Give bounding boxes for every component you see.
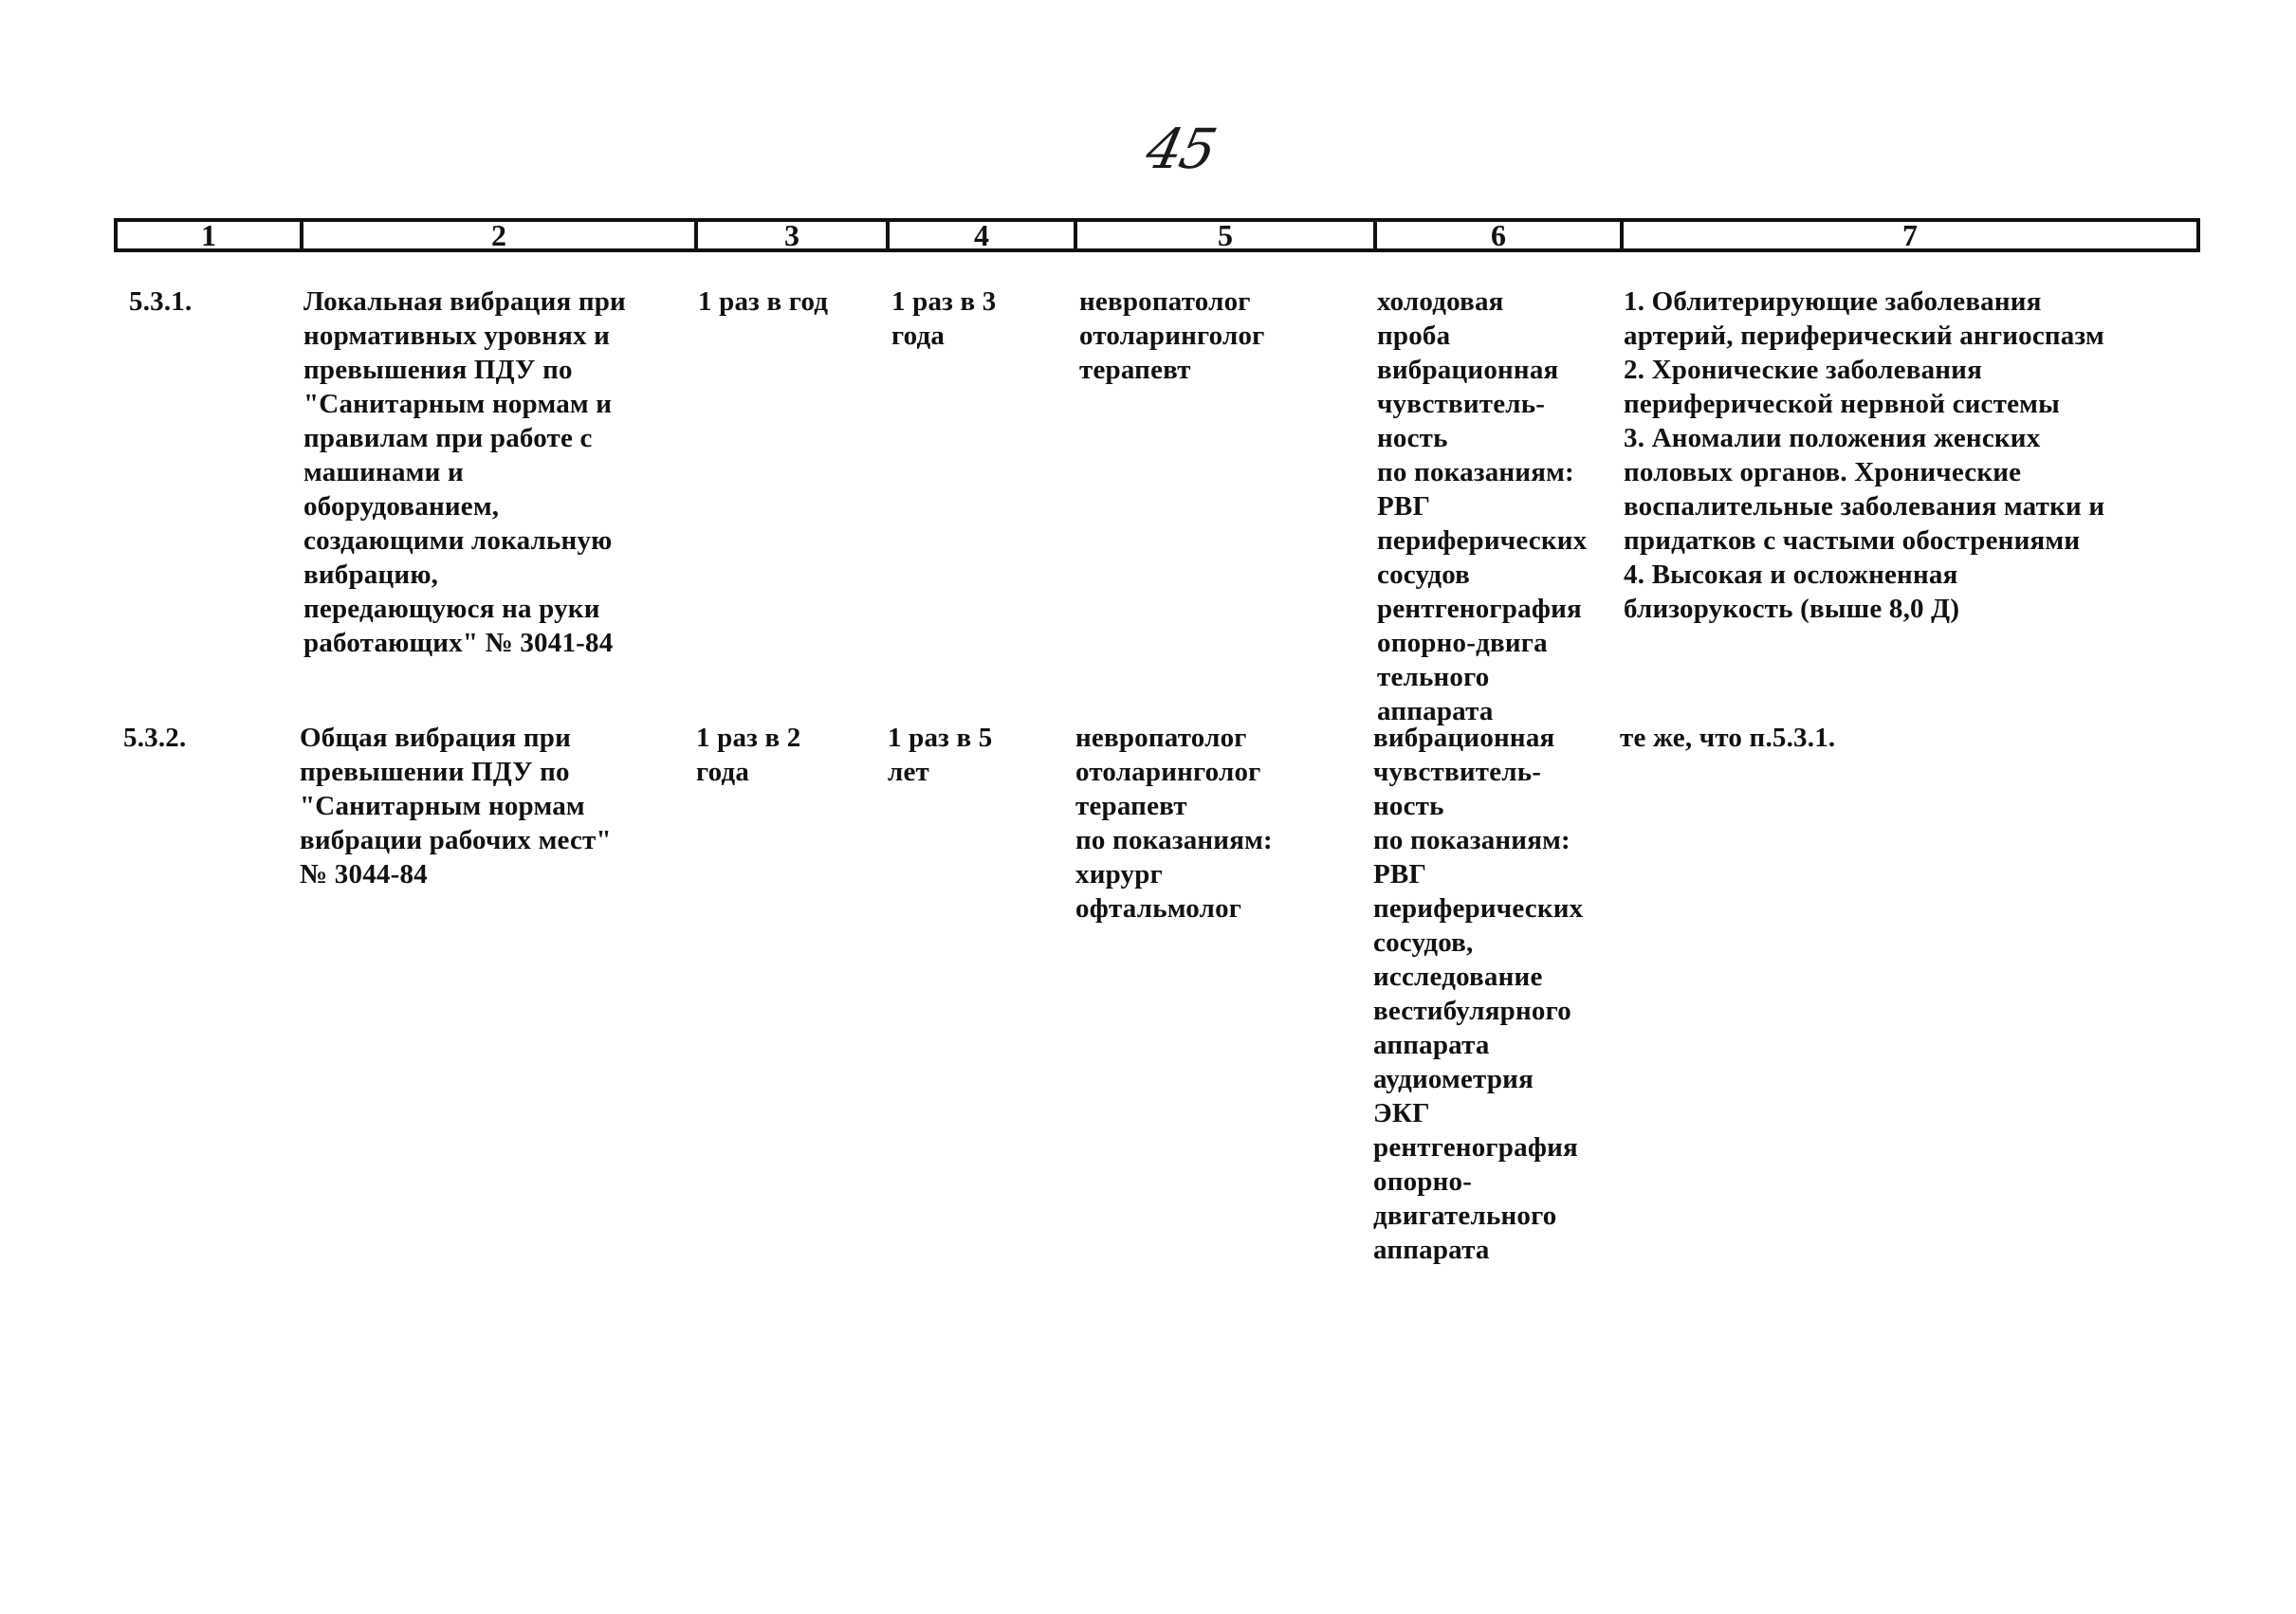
item-number: 5.3.2. <box>123 723 187 753</box>
exam-periodicity-center: 1 раз в 5 лет <box>888 723 993 787</box>
exam-periodicity-center: 1 раз в 3 года <box>891 286 997 351</box>
contraindications: 1. Облитерирующие заболевания артерий, периферический ангиоспазм 2. Хронические заболевания периферической нервной системы 3. Аномалии положения женских половых органов. Хронические воспалительные заболевания матки и придатков с частыми обострениями 4. Высокая и осложненная близорукость (выше 8,0 Д) <box>1624 286 2105 624</box>
harmful-factor: Локальная вибрация при нормативных уровнях и превышения ПДУ по "Санитарным нормам и правилам при работе с машинами и оборудованием, создающими локальную вибрацию, передающуюся на руки работающих" № 3041-84 <box>303 286 626 658</box>
column-header-2: 2 <box>300 222 694 248</box>
column-number-header <box>114 218 2200 252</box>
lab-studies: холодовая проба вибрационная чувствитель- ность по показаниям: РВГ периферических сосудов рентгенография опорно-двига тельного аппарата <box>1377 286 1588 726</box>
participating-doctors: невропатолог отоларинголог терапевт <box>1079 286 1265 385</box>
page-number: 45 <box>1140 117 1221 181</box>
column-header-4: 4 <box>886 222 1074 248</box>
item-number: 5.3.1. <box>129 286 193 317</box>
column-header-1: 1 <box>201 218 216 252</box>
column-header-6: 6 <box>1373 222 1620 248</box>
exam-periodicity-doctor: 1 раз в 2 года <box>696 723 801 787</box>
lab-studies: вибрационная чувствитель- ность по показаниям: РВГ периферических сосудов, исследование вестибулярного аппарата аудиометрия ЭКГ рентгенография опорно- двигательного аппарата <box>1373 723 1584 1265</box>
participating-doctors: невропатолог отоларинголог терапевт по показаниям: хирург офтальмолог <box>1075 723 1273 924</box>
column-header-3: 3 <box>694 222 886 248</box>
harmful-factor: Общая вибрация при превышении ПДУ по "Санитарным нормам вибрации рабочих мест" № 3044-84 <box>300 723 612 890</box>
contraindications: те же, что п.5.3.1. <box>1620 723 1836 753</box>
column-header-7: 7 <box>1620 222 2196 248</box>
exam-periodicity-doctor: 1 раз в год <box>698 286 829 317</box>
column-header-5: 5 <box>1074 222 1373 248</box>
